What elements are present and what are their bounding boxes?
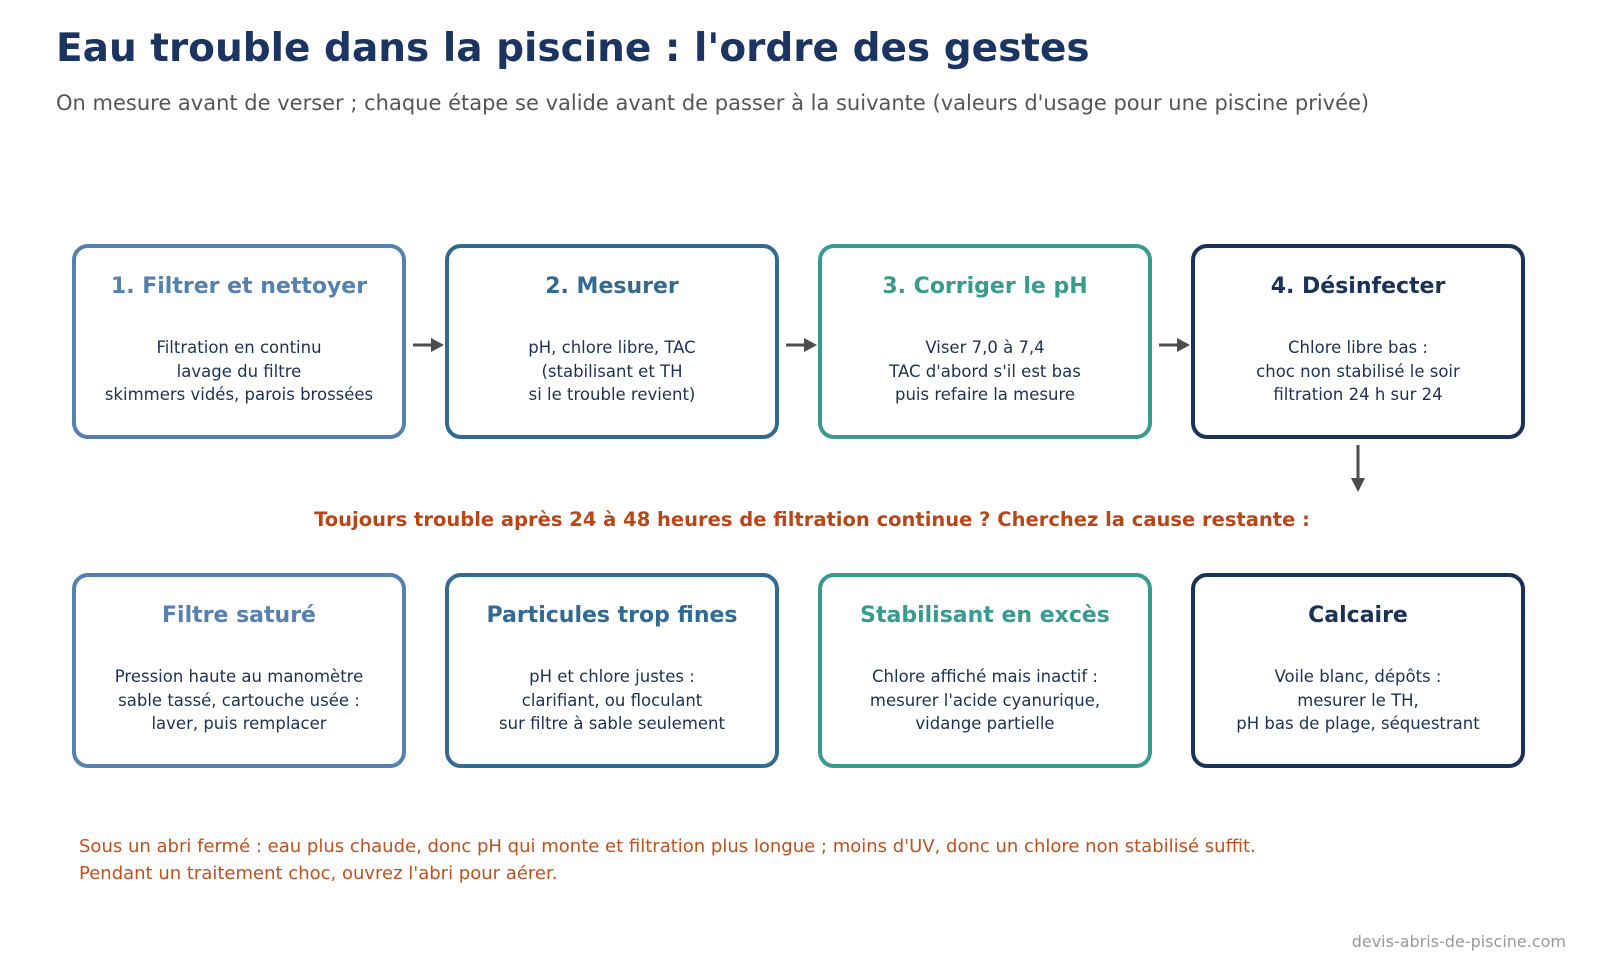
cause-box-stabilisant	[818, 573, 1152, 768]
arrow-down-icon	[1351, 445, 1365, 492]
cause-line: Voile blanc, dépôts :	[1274, 667, 1442, 686]
arrow-right-icon	[413, 338, 444, 352]
cause-body	[76, 665, 402, 736]
cause-body	[1195, 665, 1521, 736]
cause-line: sur filtre à sable seulement	[499, 714, 725, 733]
cause-line: pH bas de plage, séquestrant	[1236, 714, 1480, 733]
remaining-cause-question: Toujours trouble après 24 à 48 heures de filtration continue ? Cherchez la cause restante :	[314, 508, 1310, 531]
cause-line: sable tassé, cartouche usée :	[118, 690, 360, 710]
cause-title: Filtre saturé	[162, 603, 316, 628]
cause-title: Particules trop fines	[486, 603, 738, 628]
step-line: choc non stabilisé le soir	[1256, 361, 1460, 381]
cause-line: mesurer le TH,	[1297, 690, 1419, 710]
step-title: 1. Filtrer et nettoyer	[110, 274, 368, 299]
cause-title: Calcaire	[1308, 603, 1408, 628]
cause-line: vidange partielle	[915, 714, 1055, 733]
step-line: Filtration en continu	[156, 338, 322, 357]
step-line: Chlore libre bas :	[1288, 338, 1428, 357]
cause-line: laver, puis remplacer	[151, 714, 327, 733]
cause-box-particules	[445, 573, 779, 768]
step-line: TAC d'abord s'il est bas	[889, 361, 1081, 381]
step-line: skimmers vidés, parois brossées	[104, 385, 374, 404]
shelter-note-line: Sous un abri fermé : eau plus chaude, donc pH qui monte et filtration plus longue ; moins d'UV, donc un chlore non stabilisé suffit.	[79, 836, 1256, 857]
page-title: Eau trouble dans la piscine : l'ordre des gestes	[56, 26, 1090, 71]
cause-line: Chlore affiché mais inactif :	[872, 667, 1098, 686]
step-title: 3. Corriger le pH	[882, 274, 1088, 299]
cause-line: pH et chlore justes :	[529, 667, 695, 686]
arrow-right-icon	[786, 338, 817, 352]
cause-line: mesurer l'acide cyanurique,	[869, 690, 1101, 710]
step-line: si le trouble revient)	[528, 385, 696, 404]
shelter-note-line: Pendant un traitement choc, ouvrez l'abri pour aérer.	[79, 863, 558, 884]
footer-site: devis-abris-de-piscine.com	[1351, 932, 1566, 951]
step-line: filtration 24 h sur 24	[1273, 385, 1443, 404]
cause-line: Pression haute au manomètre	[114, 667, 364, 686]
step-title: 4. Désinfecter	[1270, 274, 1446, 299]
step-line: (stabilisant et TH	[541, 361, 683, 381]
step-line: Viser 7,0 à 7,4	[925, 338, 1045, 357]
step-line: puis refaire la mesure	[894, 385, 1076, 404]
step-line: lavage du filtre	[176, 361, 302, 381]
cause-title: Stabilisant en excès	[860, 603, 1110, 628]
cause-body	[449, 665, 775, 736]
step-line: pH, chlore libre, TAC	[528, 338, 696, 357]
cause-body	[822, 665, 1148, 736]
shelter-note	[79, 833, 1256, 887]
step-title: 2. Mesurer	[545, 274, 679, 299]
arrow-right-icon	[1159, 338, 1190, 352]
cause-box-filtre-sature	[72, 573, 406, 768]
cause-line: clarifiant, ou floculant	[521, 690, 703, 710]
cause-box-calcaire	[1191, 573, 1525, 768]
page-subtitle: On mesure avant de verser ; chaque étape se valide avant de passer à la suivante (valeurs d'usage pour une piscine privée)	[56, 91, 1370, 115]
